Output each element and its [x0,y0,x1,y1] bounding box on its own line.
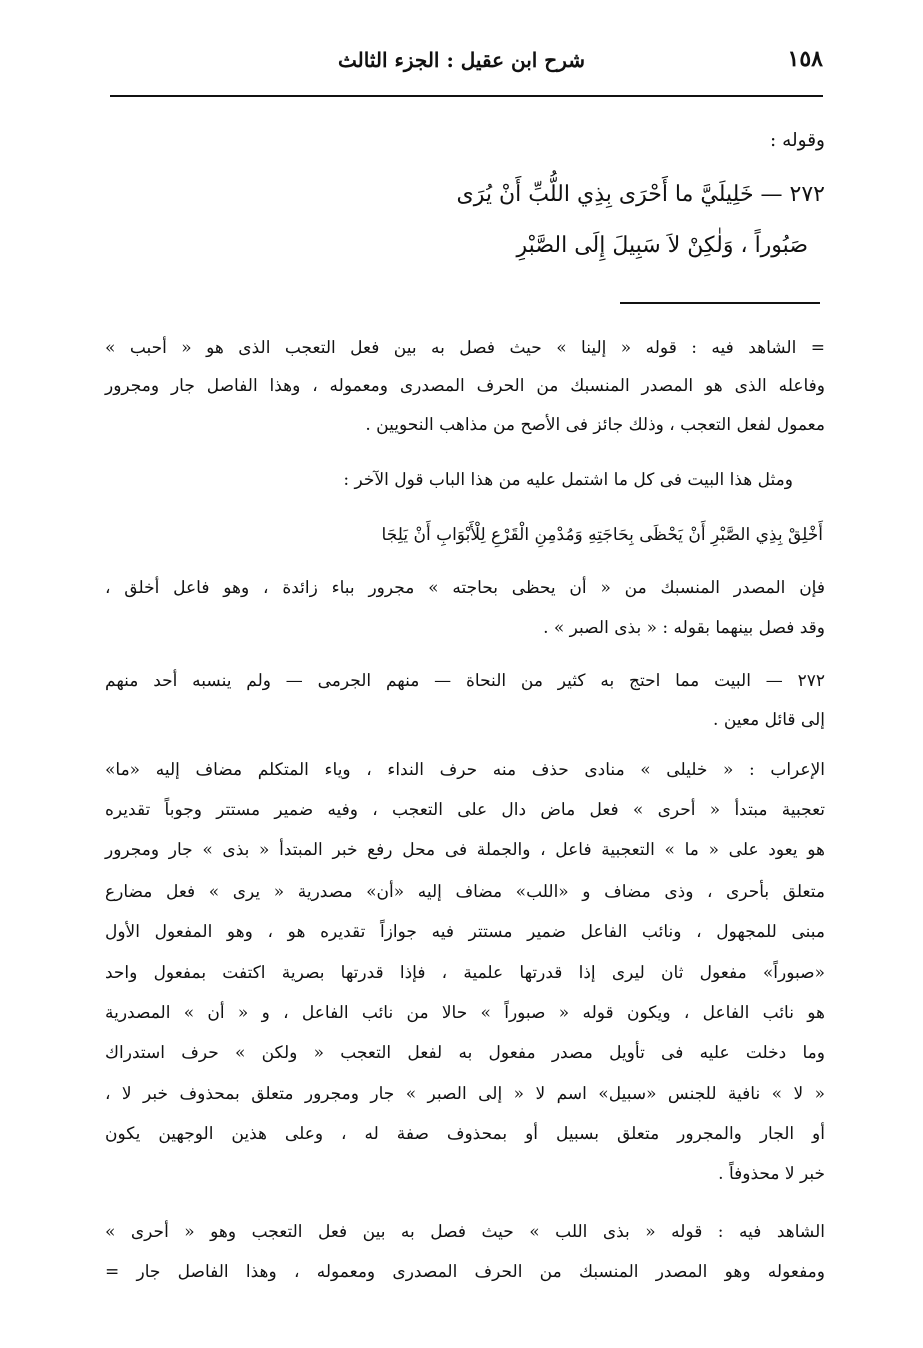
footnote-line: ٢٧٢ — البيت مما احتج به كثير من النحاة — منهم الجرمى — ولم ينسبه أحد منهم [105,671,825,691]
footnote-line: الشاهد فيه : قوله « بذى اللب » حيث فصل به بين فعل التعجب وهو « أحرى » [105,1222,825,1242]
page-header [108,40,823,90]
footnote-line: هو نائب الفاعل ، ويكون قوله « صبوراً » حالا من نائب الفاعل ، و « أن » المصدرية [105,1003,825,1023]
footnote-line: هو يعود على « ما » التعجبية فاعل ، والجملة فى محل رفع خبر المبتدأ « بذى » جار ومجرور [105,840,825,860]
verse-line-2: صَبُوراً ، وَلٰكِنْ لاَ سَبِيلَ إِلَى الصَّبْرِ [516,233,808,258]
footnote-line: ومثل هذا البيت فى كل ما اشتمل عليه من هذا الباب قول الآخر : [343,470,793,490]
footnote-line: تعجبية مبتدأ « أحرى » فعل ماض دال على التعجب ، وفيه ضمير مستتر وجوباً تقديره [105,800,825,820]
footnote-line: أو الجار والمجرور متعلق بسبيل أو بمحذوف صفة له ، وعلى هذين الوجهين يكون [105,1124,825,1144]
footnote-line: وقد فصل بينهما بقوله : « بذى الصبر » . [543,618,825,638]
footnote-line: مبنى للمجهول ، ونائب الفاعل ضمير مستتر فيه جوازاً تقديره هو ، وهو المفعول الأول [105,922,825,942]
footnote-line: « لا » نافية للجنس «سبيل» اسم لا « إلى الصبر » جار ومجرور متعلق بمحذوف خبر لا ، [105,1084,825,1104]
footnote-line: «صبوراً» مفعول ثان ليرى إذا قدرتها علمية ، فإذا قدرتها بصرية اكتفت بمفعول واحد [105,963,825,983]
running-title: شرح ابن عقيل : الجزء الثالث [338,48,585,72]
footnote-line: ومفعوله وهو المصدر المنسبك من الحرف المصدرى ومعموله ، وهذا الفاصل جار = [105,1262,825,1282]
footnote-line: خبر لا محذوفاً . [718,1164,825,1184]
footnote-line: وفاعله الذى هو المصدر المنسبك من الحرف المصدرى ومعموله ، وهذا الفاصل جار ومجرور [105,376,825,396]
header-rule [110,95,823,97]
intro-text: وقوله : [769,130,825,151]
footnote-line: = الشاهد فيه : قوله « إلينا » حيث فصل به بين فعل التعجب الذى هو « أحبب » [105,338,825,358]
footnote-rule [620,302,820,304]
page-number: ١٥٨ [787,46,823,72]
footnote-line: وما دخلت عليه فى تأويل مصدر مفعول به لفعل التعجب « ولكن » حرف استدراك [105,1043,825,1063]
quoted-verse: أَخْلِقْ بِذِي الصَّبْرِ أَنْ يَحْظَى بِحَاجَتِهِ وَمُدْمِنِ الْقَرْعِ لِلْأَبْوَابِ أَنْ يَلِجَا [381,525,823,545]
verse-line-1: ٢٧٢ — خَلِيلَيَّ ما أَحْرَى بِذِي اللُّبِّ أَنْ يُرَى [456,182,825,207]
footnote-line: فإن المصدر المنسبك من « أن يحظى بحاجته » مجرور بباء زائدة ، وهو فاعل أخلق ، [105,578,825,598]
footnote-line: معمول لفعل التعجب ، وذلك جائز فى الأصح من مذاهب النحويين . [365,415,825,435]
footnote-line: الإعراب : « خليلى » منادى حذف منه حرف النداء ، وياء المتكلم مضاف إليه «ما» [105,760,825,780]
footnote-line: إلى قائل معين . [713,710,825,730]
footnote-line: متعلق بأحرى ، وذى مضاف و «اللب» مضاف إليه «أن» مصدرية « يرى » فعل مضارع [105,882,825,902]
